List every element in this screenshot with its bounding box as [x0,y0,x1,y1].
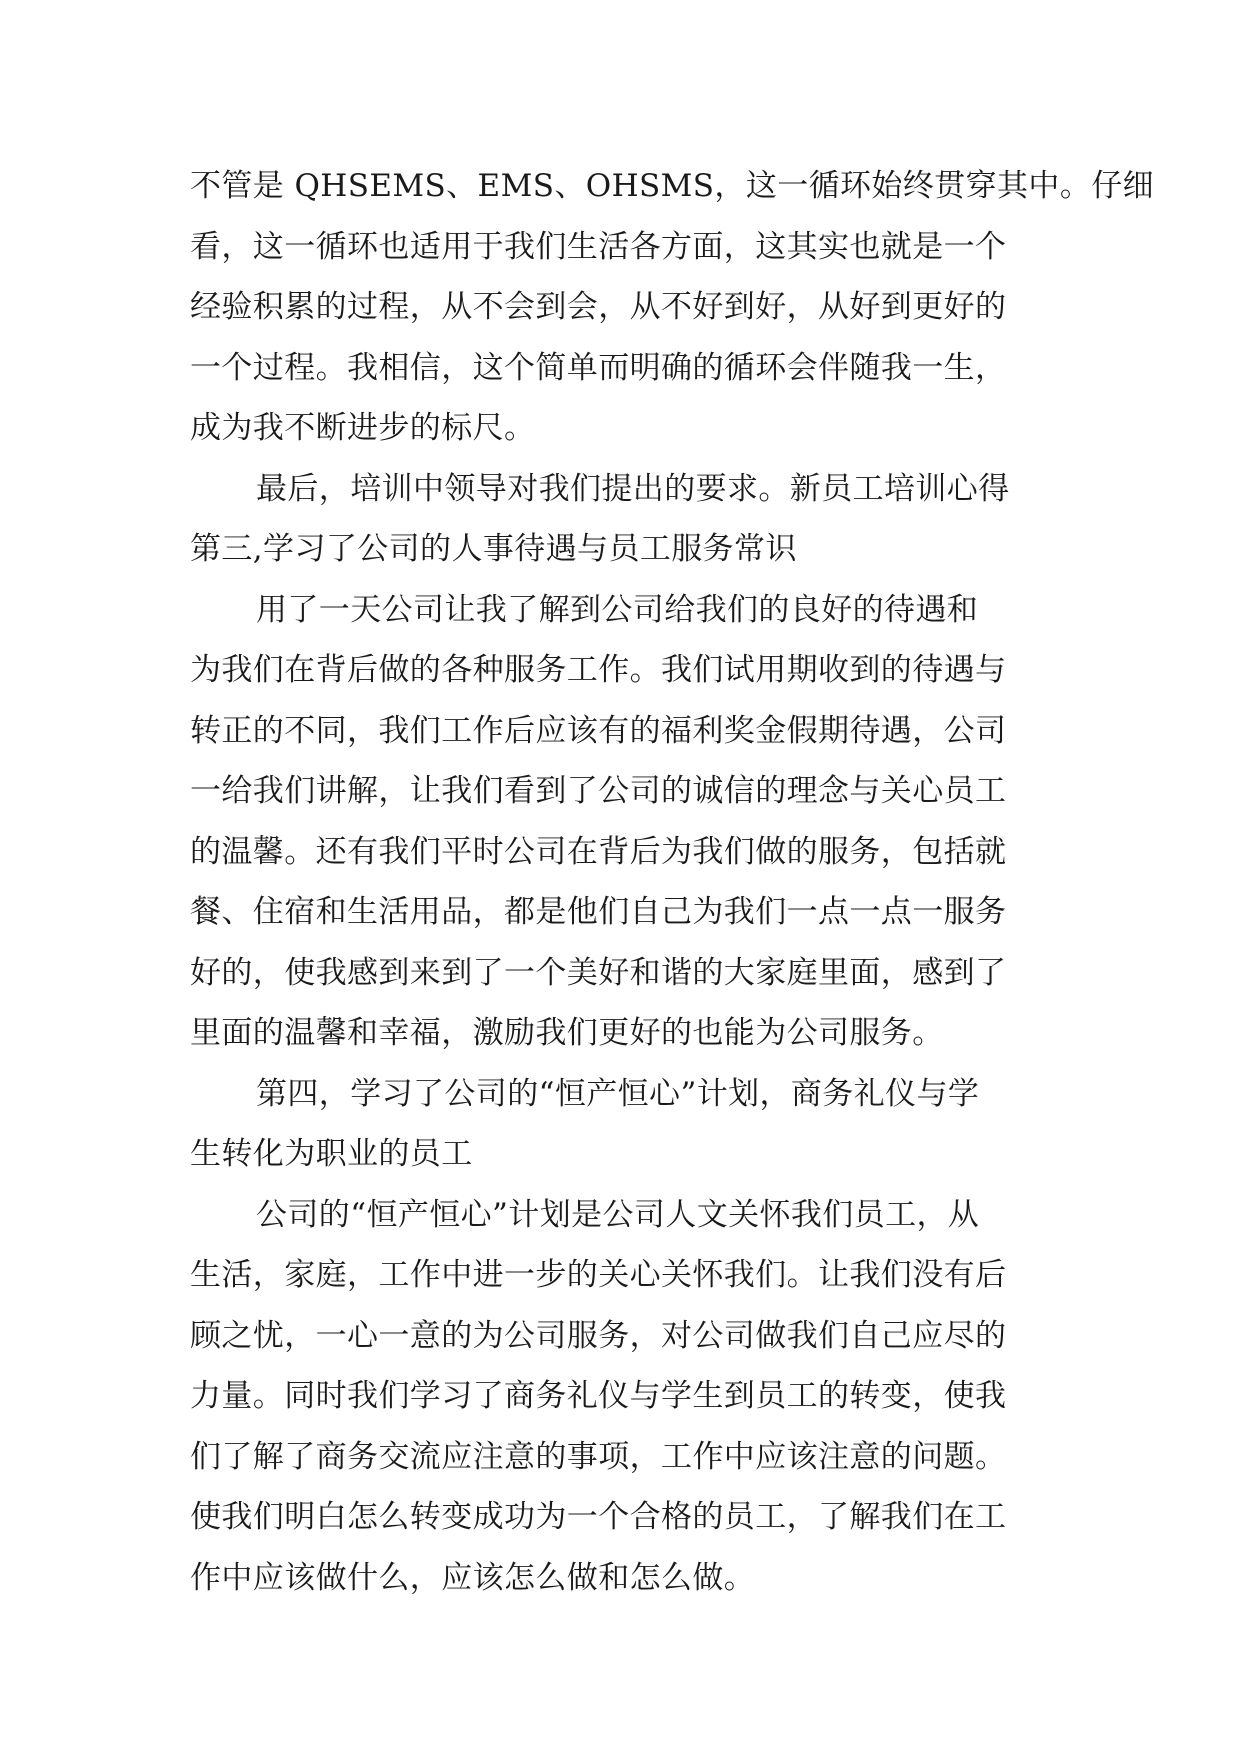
text-line: 的温馨。还有我们平时公司在背后为我们做的服务，包括就 [190,833,1007,870]
text-line: 为我们在背后做的各种服务工作。我们试用期收到的待遇与 [190,652,1007,688]
text-line: 们了解了商务交流应注意的事项，工作中应该注意的问题。 [190,1438,1007,1475]
text-line: 使我们明白怎么转变成功为一个合格的员工，了解我们在工 [190,1499,1007,1535]
text-line: 公司的“恒产恒心”计划是公司人文关怀我们员工，从 [256,1196,980,1233]
text-line: 力量。同时我们学习了商务礼仪与学生到员工的转变，使我 [190,1378,1007,1414]
text-line: 好的，使我感到来到了一个美好和谐的大家庭里面，感到了 [190,954,1007,991]
document-body [190,156,1155,1608]
text-line: 最后，培训中领导对我们提出的要求。新员工培训心得 [256,470,1010,507]
text-line: 一个过程。我相信，这个简单而明确的循环会伴随我一生， [190,349,1007,386]
text-line: 生转化为职业的员工 [190,1136,473,1172]
text-line: 用了一天公司让我了解到公司给我们的良好的待遇和 [256,591,979,628]
text-line: 作中应该做什么，应该怎么做和怎么做。 [190,1559,756,1596]
text-line: 一给我们讲解，让我们看到了公司的诚信的理念与关心员工 [190,773,1007,809]
text-line: 生活，家庭，工作中进一步的关心关怀我们。让我们没有后 [190,1257,1007,1293]
text-line: 看，这一循环也适用于我们生活各方面，这其实也就是一个 [190,228,1007,265]
text-line: 第四，学习了公司的“恒产恒心”计划，商务礼仪与学 [256,1075,980,1112]
text-line: 转正的不同，我们工作后应该有的福利奖金假期待遇，公司 [190,712,1007,749]
text-line: 餐、住宿和生活用品，都是他们自己为我们一点一点一服务 [190,894,1007,930]
text-line: 第三,学习了公司的人事待遇与员工服务常识 [190,531,797,567]
text-line: 不管是 QHSEMS、EMS、OHSMS，这一循环始终贯穿其中。仔细 [190,168,1155,204]
text-line: 顾之忧，一心一意的为公司服务，对公司做我们自己应尽的 [190,1317,1007,1354]
text-line: 里面的温馨和幸福，激励我们更好的也能为公司服务。 [190,1015,944,1051]
text-line: 经验积累的过程，从不会到会，从不好到好，从好到更好的 [190,289,1007,325]
text-line: 成为我不断进步的标尺。 [190,410,536,446]
